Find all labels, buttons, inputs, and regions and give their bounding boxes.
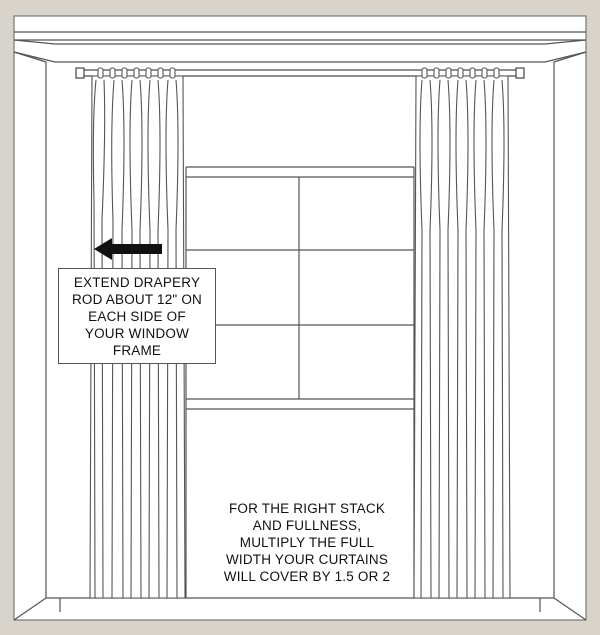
- note-line: MULTIPLY THE FULL: [239, 535, 375, 550]
- right-curtain: [414, 68, 510, 598]
- callout-line: ROD ABOUT 12" ON: [71, 291, 203, 307]
- note-line: AND FULLNESS,: [252, 518, 362, 533]
- curtain-rings-right: [422, 68, 499, 78]
- callout-line: YOUR WINDOW: [84, 325, 190, 341]
- note-line: WILL COVER BY 1.5 OR 2: [223, 569, 391, 584]
- callout-line: EACH SIDE OF: [88, 308, 186, 324]
- callout-line: EXTEND DRAPERY: [73, 274, 201, 290]
- note-line: WIDTH YOUR CURTAINS: [225, 552, 389, 567]
- fullness-note: [212, 500, 402, 585]
- callout-line: FRAME: [112, 342, 162, 358]
- note-line: FOR THE RIGHT STACK: [228, 501, 386, 516]
- callout-text: [72, 274, 202, 359]
- curtain-rings-left: [98, 68, 175, 78]
- rod-extension-callout: [58, 268, 216, 364]
